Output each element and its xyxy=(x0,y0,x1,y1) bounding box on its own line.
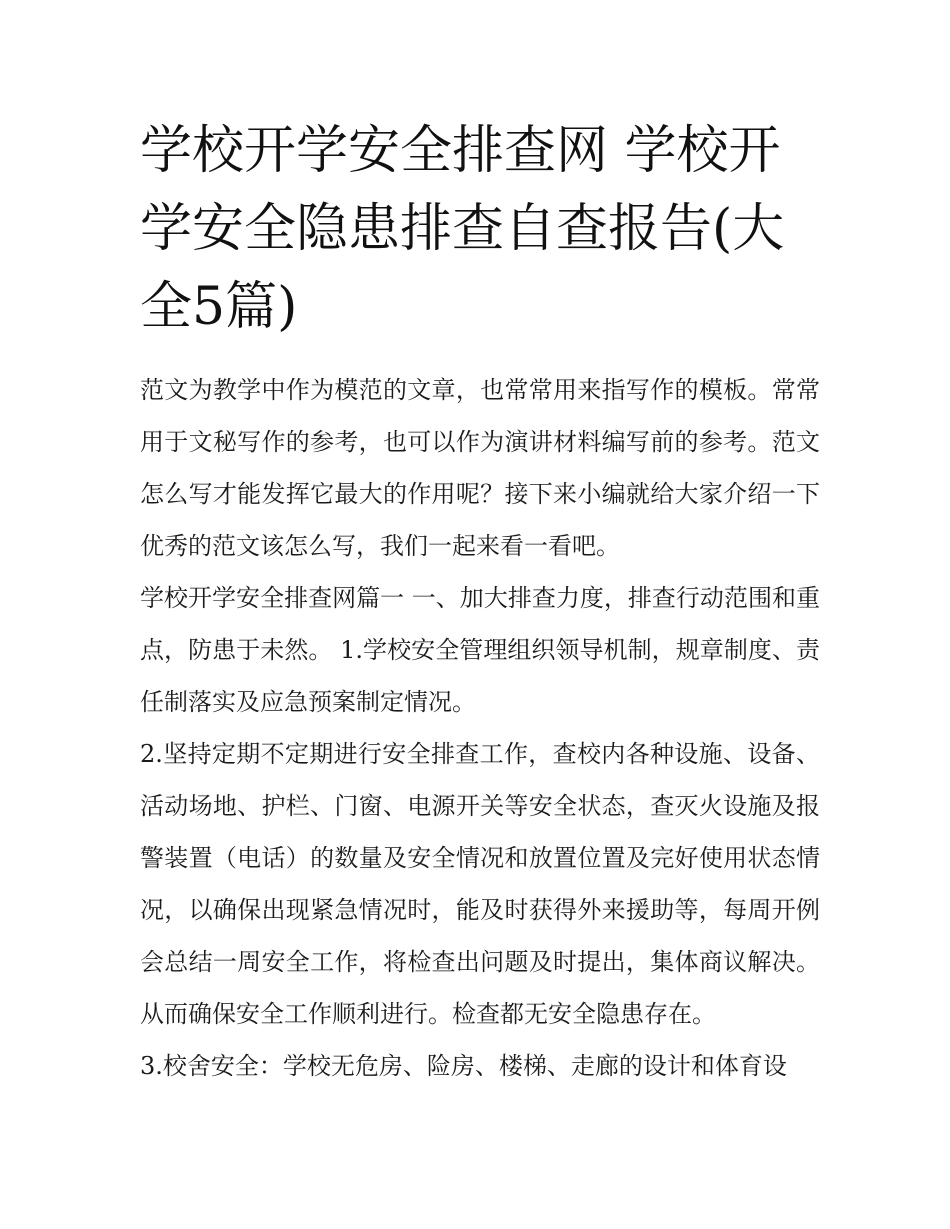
document-page xyxy=(140,112,820,1092)
item-three-paragraph: 3.校舍安全：学校无危房、险房、楼梯、走廊的设计和体育设 xyxy=(140,1052,787,1080)
intro-paragraph: 范文为教学中作为模范的文章，也常常用来指写作的模板。常常用于文秘写作的参考，也可以作为演讲材料编写前的参考。范文怎么写才能发挥它最大的作用呢？接下来小编就给大家介绍一下优秀的范文该怎么写，我们一起来看一看吧。 xyxy=(140,376,820,560)
document-body xyxy=(140,364,820,1092)
item-two-paragraph: 2.坚持定期不定期进行安全排查工作，查校内各种设施、设备、活动场地、护栏、门窗、电源开关等安全状态，查灭火设施及报警装置（电话）的数量及安全情况和放置位置及完好使用状态情况，以确保出现紧急情况时，能及时获得外来援助等，每周开例会总结一周安全工作，将检查出问题及时提出，集体商议解决。从而确保安全工作顺利进行。检查都无安全隐患存在。 xyxy=(140,740,820,1028)
section-one-paragraph: 学校开学安全排查网篇一 一、加大排查力度，排查行动范围和重点，防患于未然。 1.学校安全管理组织领导机制，规章制度、责任制落实及应急预案制定情况。 xyxy=(140,584,820,716)
document-title: 学校开学安全排查网 学校开学安全隐患排查自查报告(大全5篇) xyxy=(140,121,785,337)
